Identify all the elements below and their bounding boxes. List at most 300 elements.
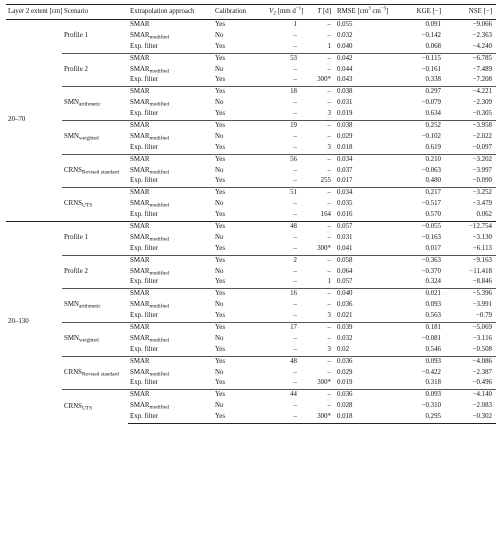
rmse-cell: 0.058 — [335, 255, 395, 266]
kge-cell: 0.093 — [395, 356, 445, 367]
scenario-cell — [62, 154, 128, 188]
nse-cell: −3.202 — [445, 154, 496, 165]
calibration-cell: Yes — [215, 143, 226, 151]
kge-cell: −0.102 — [421, 132, 441, 140]
t-cell: 1 — [327, 42, 331, 50]
approach-cell — [128, 323, 213, 334]
t-cell: 3 — [327, 143, 331, 151]
approach-cell — [128, 121, 213, 132]
approach-name: SMAR — [130, 155, 150, 163]
approach-subscript: modified — [149, 371, 170, 378]
t-cell: 300* — [317, 244, 331, 252]
nse-cell: −0.305 — [472, 110, 492, 118]
scenario-cell — [62, 87, 128, 121]
t-cell: 300* — [317, 76, 331, 84]
approach-cell — [128, 199, 213, 210]
table-header — [6, 5, 496, 20]
kge-cell: 0.093 — [425, 301, 441, 309]
calibration-cell: No — [215, 132, 224, 140]
kge-cell: −0.363 — [395, 255, 445, 266]
scenario-name: CRNS — [64, 368, 83, 376]
rmse-cell: 0.021 — [337, 312, 353, 320]
nse-cell: −4.240 — [472, 42, 492, 50]
approach-name: SMAR — [130, 189, 150, 197]
t-cell: – — [301, 323, 335, 334]
header-calibration: Calibration — [213, 5, 267, 20]
kge-cell: −0.055 — [395, 222, 445, 233]
scenario-name: Profile 2 — [64, 65, 88, 73]
nse-cell: −8.846 — [472, 278, 492, 286]
approach-cell — [128, 311, 213, 322]
nse-cell: −6.785 — [445, 53, 496, 64]
approach-name: Exp. filter — [130, 110, 158, 118]
rmse-cell: 0.031 — [337, 233, 353, 241]
calibration-cell: Yes — [215, 20, 226, 28]
approach-name: SMAR — [130, 223, 150, 231]
kge-cell: 0.563 — [425, 312, 441, 320]
kge-cell: 0.619 — [425, 143, 441, 151]
kge-cell: 0.324 — [425, 278, 441, 286]
kge-cell: 0.297 — [395, 87, 445, 98]
kge-cell: 0.570 — [425, 211, 441, 219]
approach-subscript: modified — [149, 202, 170, 209]
calibration-cell: No — [215, 99, 224, 107]
approach-name: Exp. filter — [130, 278, 158, 286]
kge-cell: 0.181 — [395, 323, 445, 334]
calibration-cell: No — [215, 402, 224, 410]
v2-cell: – — [293, 379, 297, 387]
nse-cell: −5.069 — [445, 323, 496, 334]
scenario-subscript: UTS — [82, 202, 93, 209]
rmse-cell: 0.064 — [337, 267, 353, 275]
calibration-cell: Yes — [215, 379, 226, 387]
approach-name: SMAR — [130, 99, 150, 107]
approach-name: SMAR — [130, 31, 150, 39]
calibration-cell: Yes — [215, 177, 226, 185]
nse-cell: −0.496 — [472, 379, 492, 387]
nse-cell: −0.79 — [476, 312, 492, 320]
approach-cell — [128, 31, 213, 42]
rmse-cell: 0.019 — [337, 379, 353, 387]
approach-name: Exp. filter — [130, 177, 158, 185]
v2-cell: – — [293, 200, 297, 208]
approach-cell — [128, 390, 213, 401]
nse-cell: −3.991 — [472, 301, 492, 309]
v2-cell: – — [293, 334, 297, 342]
approach-subscript: modified — [149, 68, 170, 75]
scenario-subscript: Revised standard — [82, 169, 119, 176]
scenario-subscript: UTS — [82, 405, 93, 412]
approach-name: Exp. filter — [130, 379, 158, 387]
nse-cell: −3.252 — [445, 188, 496, 199]
rmse-cell: 0.036 — [337, 301, 353, 309]
t-cell: – — [327, 267, 331, 275]
approach-name: SMAR — [130, 357, 150, 365]
scenario-name: CRNS — [64, 402, 83, 410]
approach-name: Exp. filter — [130, 42, 158, 50]
t-cell: 1 — [327, 278, 331, 286]
table-row — [6, 255, 496, 266]
approach-name: SMAR — [130, 233, 150, 241]
scenario-name: SMN — [64, 334, 79, 342]
t-cell: – — [327, 20, 331, 28]
approach-subscript: modified — [149, 34, 170, 41]
t-cell: – — [301, 356, 335, 367]
rmse-cell: 0.035 — [337, 200, 353, 208]
rmse-cell: 0.034 — [335, 188, 395, 199]
nse-cell: −3.130 — [472, 233, 492, 241]
t-cell: – — [301, 154, 335, 165]
nse-cell: −0.097 — [472, 143, 492, 151]
kge-cell: 0.217 — [395, 188, 445, 199]
calibration-cell: No — [215, 233, 224, 241]
v2-cell: 53 — [267, 53, 301, 64]
scenario-subscript: weighted — [78, 135, 99, 142]
calibration-cell: Yes — [213, 356, 267, 367]
header-nse: NSE [−] — [445, 5, 496, 20]
approach-subscript: modified — [149, 236, 170, 243]
approach-cell — [128, 412, 213, 423]
v2-cell: – — [293, 312, 297, 320]
approach-name: SMAR — [130, 200, 150, 208]
table-row — [6, 323, 496, 334]
nse-cell: −12.754 — [445, 222, 496, 233]
kge-cell: −0.079 — [421, 99, 441, 107]
approach-cell — [128, 401, 213, 412]
rmse-cell: 0.057 — [335, 222, 395, 233]
scenario-subscript: weighted — [78, 337, 99, 344]
rmse-cell: 0.029 — [337, 132, 353, 140]
rmse-cell: 0.018 — [335, 412, 395, 423]
kge-cell: 0.546 — [425, 345, 441, 353]
v2-cell: 48 — [267, 356, 301, 367]
scenario-name: SMN — [64, 99, 79, 107]
table-body — [6, 20, 496, 424]
rmse-cell: 0.043 — [337, 76, 353, 84]
v2-cell: – — [267, 412, 301, 423]
scenario-cell — [62, 53, 128, 87]
nse-cell: −3.116 — [472, 334, 492, 342]
calibration-cell: Yes — [213, 323, 267, 334]
nse-cell: −2.363 — [472, 31, 492, 39]
nse-cell: −2.022 — [472, 132, 492, 140]
approach-name: Exp. filter — [130, 312, 158, 320]
rmse-cell: 0.040 — [335, 289, 395, 300]
header-approach: Extrapolation approach — [128, 5, 213, 20]
table-row — [6, 154, 496, 165]
nse-cell: −0.508 — [472, 345, 492, 353]
table-row — [6, 20, 496, 31]
v2-cell: 56 — [267, 154, 301, 165]
header-rmse: RMSE [$cm^3$ $cm^{-3}$] — [335, 5, 395, 20]
t-cell: 300* — [317, 379, 331, 387]
t-cell: – — [327, 65, 331, 73]
t-cell: – — [327, 166, 331, 174]
calibration-cell: Yes — [213, 289, 267, 300]
approach-cell — [128, 154, 213, 165]
approach-subscript: modified — [149, 135, 170, 142]
t-cell: – — [327, 233, 331, 241]
kge-cell: −0.081 — [421, 334, 441, 342]
approach-name: SMAR — [130, 267, 150, 275]
approach-name: Exp. filter — [130, 211, 158, 219]
kge-cell: 0.318 — [425, 379, 441, 387]
scenario-name: SMN — [64, 301, 79, 309]
approach-name: SMAR — [130, 301, 150, 309]
v2-cell: – — [293, 42, 297, 50]
approach-cell — [128, 109, 213, 120]
approach-name: SMAR — [130, 132, 150, 140]
table-row — [6, 121, 496, 132]
kge-cell: −0.422 — [421, 368, 441, 376]
calibration-cell: Yes — [213, 255, 267, 266]
approach-name: SMAR — [130, 65, 150, 73]
approach-name: SMAR — [130, 402, 150, 410]
scenario-name: Profile 2 — [64, 267, 88, 275]
kge-cell: −0.310 — [421, 402, 441, 410]
approach-cell — [128, 75, 213, 86]
approach-cell — [128, 267, 213, 278]
calibration-cell: Yes — [213, 188, 267, 199]
nse-cell: −7.489 — [472, 65, 492, 73]
approach-subscript: modified — [149, 101, 170, 108]
table-row — [6, 356, 496, 367]
scenario-name: CRNS — [64, 200, 83, 208]
rmse-cell: 0.040 — [337, 42, 353, 50]
extent-cell — [6, 20, 62, 222]
kge-cell: −0.161 — [421, 65, 441, 73]
v2-cell: 16 — [267, 289, 301, 300]
header-extent: Layer 2 extent [cm] — [6, 5, 62, 20]
scenario-name: CRNS — [64, 166, 83, 174]
scenario-name: SMN — [64, 132, 79, 140]
rmse-cell: 0.019 — [337, 110, 353, 118]
nse-cell: −0.302 — [445, 412, 496, 423]
rmse-cell: 0.055 — [337, 20, 353, 28]
t-cell: – — [301, 121, 335, 132]
v2-cell: – — [293, 31, 297, 39]
scenario-subscript: arithmetic — [78, 303, 101, 310]
rmse-cell: 0.034 — [335, 154, 395, 165]
v2-cell: – — [293, 211, 297, 219]
nse-cell: −2.309 — [472, 99, 492, 107]
t-cell: 164 — [320, 211, 331, 219]
rmse-cell: 0.036 — [335, 390, 395, 401]
calibration-cell: Yes — [215, 42, 226, 50]
rmse-cell: 0.044 — [337, 65, 353, 73]
rmse-cell: 0.017 — [337, 177, 353, 185]
t-cell: – — [327, 132, 331, 140]
approach-cell — [128, 255, 213, 266]
approach-name: SMAR — [130, 334, 150, 342]
calibration-cell: Yes — [215, 244, 226, 252]
nse-cell: −9.163 — [445, 255, 496, 266]
approach-subscript: modified — [149, 303, 170, 310]
kge-cell: 0.634 — [425, 110, 441, 118]
scenario-cell — [62, 20, 128, 54]
v2-cell: 2 — [267, 255, 301, 266]
nse-cell: −4.086 — [445, 356, 496, 367]
nse-cell: −5.396 — [445, 289, 496, 300]
nse-cell: 0.062 — [476, 211, 492, 219]
rmse-cell: 0.038 — [335, 87, 395, 98]
extent-cell — [6, 222, 62, 424]
calibration-cell: Yes — [215, 345, 226, 353]
calibration-cell: No — [215, 166, 224, 174]
calibration-cell: No — [215, 200, 224, 208]
calibration-cell: Yes — [213, 121, 267, 132]
approach-name: SMAR — [130, 256, 150, 264]
scenario-name: Profile 1 — [64, 233, 88, 241]
approach-cell — [128, 143, 213, 154]
nse-cell: −9.066 — [472, 20, 492, 28]
approach-cell — [128, 42, 213, 53]
scenario-cell — [62, 121, 128, 155]
rmse-cell: 0.041 — [337, 244, 353, 252]
nse-cell: −7.208 — [472, 76, 492, 84]
calibration-cell: Yes — [213, 87, 267, 98]
approach-cell — [128, 356, 213, 367]
rmse-cell: 0.042 — [335, 53, 395, 64]
calibration-cell: Yes — [213, 154, 267, 165]
rmse-cell: 0.02 — [337, 345, 350, 353]
v2-cell: 18 — [267, 87, 301, 98]
t-cell: – — [327, 301, 331, 309]
v2-cell: 51 — [267, 188, 301, 199]
scenario-subscript: arithmetic — [78, 101, 101, 108]
approach-cell — [128, 345, 213, 356]
approach-subscript: modified — [149, 270, 170, 277]
calibration-cell: Yes — [215, 110, 226, 118]
kge-cell: 0.480 — [425, 177, 441, 185]
scenario-cell — [62, 289, 128, 323]
rmse-cell: 0.028 — [337, 402, 353, 410]
calibration-cell: Yes — [213, 53, 267, 64]
kge-cell: 0.295 — [395, 412, 445, 423]
scenario-name: Profile 1 — [64, 31, 88, 39]
nse-cell: −2.083 — [472, 402, 492, 410]
approach-cell — [128, 233, 213, 244]
t-cell: – — [327, 334, 331, 342]
approach-name: Exp. filter — [130, 413, 158, 421]
approach-cell — [128, 53, 213, 64]
approach-name: Exp. filter — [130, 345, 158, 353]
kge-cell: −0.142 — [421, 31, 441, 39]
extent-label: 20–70 — [8, 116, 26, 124]
t-cell: – — [327, 31, 331, 39]
v2-cell: – — [293, 267, 297, 275]
kge-cell: 0.252 — [395, 121, 445, 132]
v2-cell: 19 — [267, 121, 301, 132]
v2-cell: – — [293, 345, 297, 353]
approach-name: Exp. filter — [130, 244, 158, 252]
header-t: T [d] — [301, 5, 335, 20]
kge-cell: 0.017 — [425, 244, 441, 252]
approach-name: SMAR — [130, 290, 150, 298]
table-row — [6, 390, 496, 401]
rmse-cell: 0.039 — [335, 323, 395, 334]
nse-cell: −3.479 — [472, 200, 492, 208]
approach-name: SMAR — [130, 54, 150, 62]
header-v2: $V_2$ [mm $d^{-1}$] — [267, 5, 301, 20]
rmse-cell: 0.036 — [335, 356, 395, 367]
calibration-cell: No — [215, 334, 224, 342]
t-cell: 3 — [327, 312, 331, 320]
approach-cell — [128, 300, 213, 311]
v2-cell: – — [293, 166, 297, 174]
v2-cell: – — [293, 368, 297, 376]
v2-cell: – — [293, 244, 297, 252]
t-cell: – — [327, 200, 331, 208]
calibration-cell: Yes — [215, 312, 226, 320]
calibration-cell: No — [215, 267, 224, 275]
approach-name: SMAR — [130, 391, 150, 399]
approach-name: SMAR — [130, 324, 150, 332]
calibration-cell: Yes — [215, 278, 226, 286]
nse-cell: −0.090 — [472, 177, 492, 185]
v2-cell: – — [293, 65, 297, 73]
approach-name: SMAR — [130, 166, 150, 174]
v2-cell: – — [293, 278, 297, 286]
approach-name: SMAR — [130, 368, 150, 376]
extent-label: 20–130 — [8, 318, 29, 326]
nse-cell: −3.997 — [472, 166, 492, 174]
approach-cell — [128, 188, 213, 199]
calibration-cell: Yes — [215, 211, 226, 219]
approach-cell — [128, 244, 213, 255]
approach-name: SMAR — [130, 122, 150, 129]
approach-cell — [128, 379, 213, 390]
v2-cell: 17 — [267, 323, 301, 334]
approach-name: SMAR — [130, 88, 150, 96]
rmse-cell: 0.038 — [335, 121, 395, 132]
calibration-cell: No — [215, 368, 224, 376]
rmse-cell: 0.018 — [337, 143, 353, 151]
header-row — [6, 5, 496, 20]
rmse-cell: 0.037 — [337, 166, 353, 174]
approach-cell — [128, 65, 213, 76]
nse-cell: −2.387 — [472, 368, 492, 376]
results-table — [6, 4, 496, 424]
rmse-cell: 0.032 — [337, 334, 353, 342]
v2-cell: – — [293, 110, 297, 118]
approach-cell — [128, 222, 213, 233]
t-cell: – — [301, 87, 335, 98]
t-cell: 300* — [301, 412, 335, 423]
approach-name: Exp. filter — [130, 76, 158, 84]
rmse-cell: 0.029 — [337, 368, 353, 376]
nse-cell: −4.140 — [445, 390, 496, 401]
t-cell: – — [301, 255, 335, 266]
t-cell: – — [301, 188, 335, 199]
kge-cell: 0.068 — [425, 42, 441, 50]
kge-cell: 0.338 — [425, 76, 441, 84]
approach-cell — [128, 277, 213, 288]
nse-cell: −3.958 — [445, 121, 496, 132]
v2-cell: – — [293, 76, 297, 84]
kge-cell: 0.210 — [395, 154, 445, 165]
t-cell: – — [327, 368, 331, 376]
approach-cell — [128, 87, 213, 98]
t-cell: – — [301, 390, 335, 401]
approach-cell — [128, 289, 213, 300]
scenario-cell — [62, 390, 128, 424]
scenario-cell — [62, 323, 128, 357]
scenario-cell — [62, 222, 128, 256]
kge-cell: −0.063 — [421, 166, 441, 174]
kge-cell: −0.115 — [395, 53, 445, 64]
approach-cell — [128, 166, 213, 177]
